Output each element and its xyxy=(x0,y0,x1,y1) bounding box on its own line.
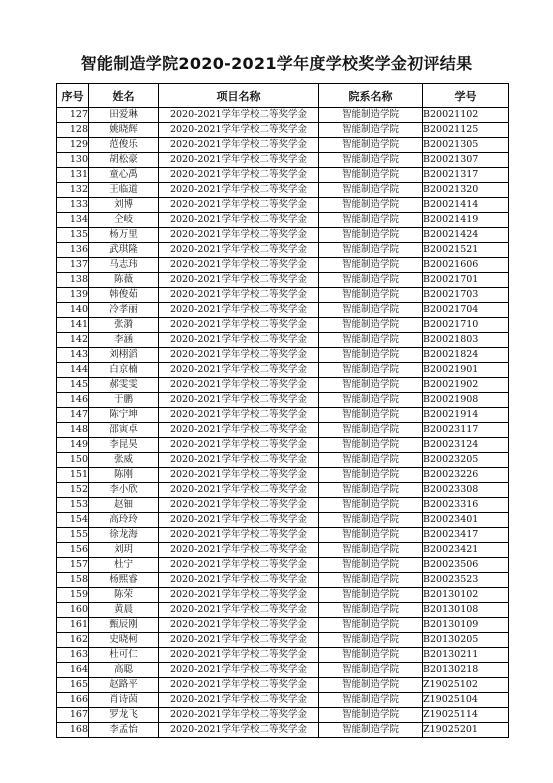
cell-serial: 151 xyxy=(57,468,89,483)
cell-name: 陈刚 xyxy=(89,468,159,483)
cell-item: 2020-2021学年学校二等奖学金 xyxy=(159,258,319,273)
cell-serial: 142 xyxy=(57,333,89,348)
table-row xyxy=(57,663,509,678)
cell-serial: 149 xyxy=(57,438,89,453)
cell-item: 2020-2021学年学校二等奖学金 xyxy=(159,528,319,543)
cell-student-id: Z19025114 xyxy=(423,708,509,723)
cell-department: 智能制造学院 xyxy=(319,348,423,363)
cell-serial: 145 xyxy=(57,378,89,393)
cell-name: 赵钿 xyxy=(89,498,159,513)
header-student-id: 学号 xyxy=(423,84,509,108)
cell-item: 2020-2021学年学校二等奖学金 xyxy=(159,498,319,513)
cell-serial: 146 xyxy=(57,393,89,408)
table-row xyxy=(57,153,509,168)
cell-department: 智能制造学院 xyxy=(319,693,423,708)
cell-name: 刘玥 xyxy=(89,543,159,558)
cell-name: 高聪 xyxy=(89,663,159,678)
cell-item: 2020-2021学年学校二等奖学金 xyxy=(159,303,319,318)
table-row xyxy=(57,543,509,558)
cell-department: 智能制造学院 xyxy=(319,303,423,318)
cell-name: 郝雯雯 xyxy=(89,378,159,393)
cell-student-id: B20021317 xyxy=(423,168,509,183)
cell-item: 2020-2021学年学校二等奖学金 xyxy=(159,558,319,573)
cell-student-id: B20021419 xyxy=(423,213,509,228)
cell-student-id: B20021414 xyxy=(423,198,509,213)
table-row xyxy=(57,393,509,408)
cell-item: 2020-2021学年学校二等奖学金 xyxy=(159,423,319,438)
cell-student-id: B20023205 xyxy=(423,453,509,468)
cell-item: 2020-2021学年学校二等奖学金 xyxy=(159,633,319,648)
cell-item: 2020-2021学年学校二等奖学金 xyxy=(159,603,319,618)
cell-serial: 165 xyxy=(57,678,89,693)
cell-student-id: B20021606 xyxy=(423,258,509,273)
cell-name: 王临道 xyxy=(89,183,159,198)
table-row xyxy=(57,333,509,348)
cell-serial: 162 xyxy=(57,633,89,648)
cell-department: 智能制造学院 xyxy=(319,663,423,678)
table-row xyxy=(57,573,509,588)
cell-serial: 137 xyxy=(57,258,89,273)
cell-student-id: B20130108 xyxy=(423,603,509,618)
cell-department: 智能制造学院 xyxy=(319,318,423,333)
cell-item: 2020-2021学年学校二等奖学金 xyxy=(159,468,319,483)
cell-student-id: B20130109 xyxy=(423,618,509,633)
cell-name: 刘博 xyxy=(89,198,159,213)
cell-item: 2020-2021学年学校二等奖学金 xyxy=(159,153,319,168)
cell-name: 韩俊茹 xyxy=(89,288,159,303)
cell-department: 智能制造学院 xyxy=(319,618,423,633)
cell-student-id: Z19025201 xyxy=(423,723,509,738)
table-row xyxy=(57,108,509,123)
cell-student-id: B20023506 xyxy=(423,558,509,573)
cell-serial: 136 xyxy=(57,243,89,258)
cell-serial: 155 xyxy=(57,528,89,543)
table-row xyxy=(57,483,509,498)
cell-student-id: B20021914 xyxy=(423,408,509,423)
cell-item: 2020-2021学年学校二等奖学金 xyxy=(159,393,319,408)
cell-name: 史晓柯 xyxy=(89,633,159,648)
cell-student-id: B20130102 xyxy=(423,588,509,603)
cell-student-id: B20021521 xyxy=(423,243,509,258)
cell-item: 2020-2021学年学校二等奖学金 xyxy=(159,708,319,723)
cell-department: 智能制造学院 xyxy=(319,723,423,738)
cell-student-id: B20021125 xyxy=(423,123,509,138)
header-row xyxy=(57,84,509,108)
cell-student-id: B20021424 xyxy=(423,228,509,243)
cell-serial: 154 xyxy=(57,513,89,528)
cell-serial: 161 xyxy=(57,618,89,633)
cell-name: 姚晓辉 xyxy=(89,123,159,138)
cell-serial: 140 xyxy=(57,303,89,318)
table-row xyxy=(57,618,509,633)
cell-name: 杨万里 xyxy=(89,228,159,243)
cell-name: 邵寅卓 xyxy=(89,423,159,438)
cell-item: 2020-2021学年学校二等奖学金 xyxy=(159,543,319,558)
cell-serial: 143 xyxy=(57,348,89,363)
cell-department: 智能制造学院 xyxy=(319,363,423,378)
cell-item: 2020-2021学年学校二等奖学金 xyxy=(159,273,319,288)
cell-item: 2020-2021学年学校二等奖学金 xyxy=(159,453,319,468)
cell-student-id: Z19025104 xyxy=(423,693,509,708)
cell-serial: 141 xyxy=(57,318,89,333)
cell-serial: 148 xyxy=(57,423,89,438)
cell-student-id: B20021908 xyxy=(423,393,509,408)
cell-department: 智能制造学院 xyxy=(319,423,423,438)
cell-name: 白京楠 xyxy=(89,363,159,378)
cell-student-id: B20021901 xyxy=(423,363,509,378)
cell-department: 智能制造学院 xyxy=(319,213,423,228)
cell-student-id: B20130211 xyxy=(423,648,509,663)
cell-department: 智能制造学院 xyxy=(319,333,423,348)
cell-serial: 147 xyxy=(57,408,89,423)
cell-student-id: B20023308 xyxy=(423,483,509,498)
cell-serial: 128 xyxy=(57,123,89,138)
cell-item: 2020-2021学年学校二等奖学金 xyxy=(159,183,319,198)
cell-serial: 159 xyxy=(57,588,89,603)
table-row xyxy=(57,513,509,528)
cell-student-id: Z19025102 xyxy=(423,678,509,693)
cell-serial: 144 xyxy=(57,363,89,378)
table-row xyxy=(57,198,509,213)
cell-item: 2020-2021学年学校二等奖学金 xyxy=(159,288,319,303)
cell-item: 2020-2021学年学校二等奖学金 xyxy=(159,138,319,153)
cell-department: 智能制造学院 xyxy=(319,378,423,393)
cell-name: 冷孝丽 xyxy=(89,303,159,318)
cell-department: 智能制造学院 xyxy=(319,513,423,528)
cell-serial: 156 xyxy=(57,543,89,558)
cell-name: 田爱琳 xyxy=(89,108,159,123)
cell-student-id: B20023316 xyxy=(423,498,509,513)
cell-student-id: B20021803 xyxy=(423,333,509,348)
cell-student-id: B20023226 xyxy=(423,468,509,483)
cell-serial: 130 xyxy=(57,153,89,168)
cell-name: 张威 xyxy=(89,453,159,468)
cell-item: 2020-2021学年学校二等奖学金 xyxy=(159,378,319,393)
header-department: 院系名称 xyxy=(319,84,423,108)
results-table xyxy=(56,83,509,738)
cell-item: 2020-2021学年学校二等奖学金 xyxy=(159,348,319,363)
table-row xyxy=(57,633,509,648)
cell-name: 范俊乐 xyxy=(89,138,159,153)
cell-department: 智能制造学院 xyxy=(319,108,423,123)
cell-name: 黄晨 xyxy=(89,603,159,618)
cell-item: 2020-2021学年学校二等奖学金 xyxy=(159,588,319,603)
cell-item: 2020-2021学年学校二等奖学金 xyxy=(159,198,319,213)
cell-department: 智能制造学院 xyxy=(319,588,423,603)
table-row xyxy=(57,438,509,453)
cell-serial: 157 xyxy=(57,558,89,573)
cell-student-id: B20021824 xyxy=(423,348,509,363)
cell-name: 马志玮 xyxy=(89,258,159,273)
table-row xyxy=(57,408,509,423)
cell-serial: 152 xyxy=(57,483,89,498)
cell-department: 智能制造学院 xyxy=(319,123,423,138)
cell-serial: 163 xyxy=(57,648,89,663)
cell-name: 陈荣 xyxy=(89,588,159,603)
cell-student-id: B20023523 xyxy=(423,573,509,588)
cell-serial: 129 xyxy=(57,138,89,153)
cell-serial: 127 xyxy=(57,108,89,123)
table-row xyxy=(57,378,509,393)
cell-department: 智能制造学院 xyxy=(319,528,423,543)
table-row xyxy=(57,423,509,438)
table-row xyxy=(57,138,509,153)
cell-student-id: B20023117 xyxy=(423,423,509,438)
cell-item: 2020-2021学年学校二等奖学金 xyxy=(159,573,319,588)
cell-department: 智能制造学院 xyxy=(319,498,423,513)
cell-serial: 153 xyxy=(57,498,89,513)
cell-item: 2020-2021学年学校二等奖学金 xyxy=(159,693,319,708)
table-row xyxy=(57,318,509,333)
cell-department: 智能制造学院 xyxy=(319,408,423,423)
cell-student-id: B20130205 xyxy=(423,633,509,648)
cell-student-id: B20130218 xyxy=(423,663,509,678)
cell-department: 智能制造学院 xyxy=(319,138,423,153)
cell-item: 2020-2021学年学校二等奖学金 xyxy=(159,228,319,243)
table-row xyxy=(57,213,509,228)
cell-department: 智能制造学院 xyxy=(319,273,423,288)
cell-name: 李孟怡 xyxy=(89,723,159,738)
cell-name: 甄辰刚 xyxy=(89,618,159,633)
table-row xyxy=(57,168,509,183)
cell-serial: 160 xyxy=(57,603,89,618)
cell-name: 仝岐 xyxy=(89,213,159,228)
cell-student-id: B20021102 xyxy=(423,108,509,123)
cell-department: 智能制造学院 xyxy=(319,183,423,198)
cell-item: 2020-2021学年学校二等奖学金 xyxy=(159,243,319,258)
cell-student-id: B20021305 xyxy=(423,138,509,153)
cell-department: 智能制造学院 xyxy=(319,438,423,453)
cell-item: 2020-2021学年学校二等奖学金 xyxy=(159,333,319,348)
cell-name: 陈薇 xyxy=(89,273,159,288)
cell-department: 智能制造学院 xyxy=(319,258,423,273)
cell-item: 2020-2021学年学校二等奖学金 xyxy=(159,513,319,528)
cell-department: 智能制造学院 xyxy=(319,543,423,558)
cell-item: 2020-2021学年学校二等奖学金 xyxy=(159,678,319,693)
cell-item: 2020-2021学年学校二等奖学金 xyxy=(159,108,319,123)
table-row xyxy=(57,723,509,738)
cell-student-id: B20021703 xyxy=(423,288,509,303)
cell-serial: 133 xyxy=(57,198,89,213)
cell-name: 武琪隆 xyxy=(89,243,159,258)
table-row xyxy=(57,678,509,693)
cell-name: 罗龙飞 xyxy=(89,708,159,723)
cell-department: 智能制造学院 xyxy=(319,453,423,468)
cell-department: 智能制造学院 xyxy=(319,678,423,693)
cell-department: 智能制造学院 xyxy=(319,228,423,243)
page-title: 智能制造学院2020-2021学年度学校奖学金初评结果 xyxy=(80,54,473,73)
table-row xyxy=(57,603,509,618)
cell-item: 2020-2021学年学校二等奖学金 xyxy=(159,483,319,498)
header-serial: 序号 xyxy=(57,84,89,108)
cell-name: 刘栩滔 xyxy=(89,348,159,363)
cell-student-id: B20021710 xyxy=(423,318,509,333)
cell-department: 智能制造学院 xyxy=(319,558,423,573)
header-name: 姓名 xyxy=(89,84,159,108)
cell-department: 智能制造学院 xyxy=(319,708,423,723)
cell-department: 智能制造学院 xyxy=(319,633,423,648)
cell-serial: 134 xyxy=(57,213,89,228)
table-row xyxy=(57,183,509,198)
cell-name: 童心禹 xyxy=(89,168,159,183)
cell-department: 智能制造学院 xyxy=(319,483,423,498)
cell-student-id: B20021902 xyxy=(423,378,509,393)
cell-name: 赵路平 xyxy=(89,678,159,693)
table-row xyxy=(57,348,509,363)
table-row xyxy=(57,588,509,603)
cell-item: 2020-2021学年学校二等奖学金 xyxy=(159,438,319,453)
cell-student-id: B20021701 xyxy=(423,273,509,288)
cell-department: 智能制造学院 xyxy=(319,573,423,588)
cell-item: 2020-2021学年学校二等奖学金 xyxy=(159,318,319,333)
cell-name: 杨熙睿 xyxy=(89,573,159,588)
header-item: 项目名称 xyxy=(159,84,319,108)
cell-serial: 139 xyxy=(57,288,89,303)
table-row xyxy=(57,468,509,483)
cell-serial: 164 xyxy=(57,663,89,678)
cell-serial: 138 xyxy=(57,273,89,288)
cell-department: 智能制造学院 xyxy=(319,468,423,483)
table-row xyxy=(57,303,509,318)
cell-item: 2020-2021学年学校二等奖学金 xyxy=(159,663,319,678)
cell-student-id: B20021320 xyxy=(423,183,509,198)
cell-serial: 158 xyxy=(57,573,89,588)
cell-item: 2020-2021学年学校二等奖学金 xyxy=(159,723,319,738)
cell-serial: 131 xyxy=(57,168,89,183)
cell-name: 李昆昊 xyxy=(89,438,159,453)
cell-name: 于鹏 xyxy=(89,393,159,408)
cell-name: 李小欣 xyxy=(89,483,159,498)
cell-serial: 135 xyxy=(57,228,89,243)
table-row xyxy=(57,528,509,543)
table-row xyxy=(57,453,509,468)
cell-student-id: B20021704 xyxy=(423,303,509,318)
cell-department: 智能制造学院 xyxy=(319,168,423,183)
cell-name: 杜宁 xyxy=(89,558,159,573)
cell-student-id: B20021307 xyxy=(423,153,509,168)
cell-item: 2020-2021学年学校二等奖学金 xyxy=(159,408,319,423)
cell-name: 杜可仁 xyxy=(89,648,159,663)
cell-name: 徐龙海 xyxy=(89,528,159,543)
cell-item: 2020-2021学年学校二等奖学金 xyxy=(159,123,319,138)
cell-name: 肖诗茵 xyxy=(89,693,159,708)
table-row xyxy=(57,273,509,288)
table-row xyxy=(57,363,509,378)
table-body xyxy=(57,108,509,738)
cell-department: 智能制造学院 xyxy=(319,198,423,213)
cell-department: 智能制造学院 xyxy=(319,648,423,663)
table-row xyxy=(57,558,509,573)
table-row xyxy=(57,648,509,663)
table-row xyxy=(57,243,509,258)
table-row xyxy=(57,228,509,243)
table-row xyxy=(57,708,509,723)
table-row xyxy=(57,258,509,273)
cell-item: 2020-2021学年学校二等奖学金 xyxy=(159,618,319,633)
cell-student-id: B20023401 xyxy=(423,513,509,528)
cell-item: 2020-2021学年学校二等奖学金 xyxy=(159,213,319,228)
cell-department: 智能制造学院 xyxy=(319,603,423,618)
cell-student-id: B20023421 xyxy=(423,543,509,558)
cell-serial: 132 xyxy=(57,183,89,198)
cell-department: 智能制造学院 xyxy=(319,288,423,303)
cell-item: 2020-2021学年学校二等奖学金 xyxy=(159,168,319,183)
cell-department: 智能制造学院 xyxy=(319,393,423,408)
cell-serial: 167 xyxy=(57,708,89,723)
cell-student-id: B20023124 xyxy=(423,438,509,453)
cell-name: 胡松豪 xyxy=(89,153,159,168)
table-row xyxy=(57,123,509,138)
cell-department: 智能制造学院 xyxy=(319,243,423,258)
cell-item: 2020-2021学年学校二等奖学金 xyxy=(159,648,319,663)
cell-name: 高玲玲 xyxy=(89,513,159,528)
cell-student-id: B20023417 xyxy=(423,528,509,543)
cell-name: 张漪 xyxy=(89,318,159,333)
table-row xyxy=(57,288,509,303)
table-row xyxy=(57,693,509,708)
cell-name: 李涵 xyxy=(89,333,159,348)
cell-item: 2020-2021学年学校二等奖学金 xyxy=(159,363,319,378)
cell-serial: 150 xyxy=(57,453,89,468)
table-row xyxy=(57,498,509,513)
cell-name: 陈宁坤 xyxy=(89,408,159,423)
cell-serial: 168 xyxy=(57,723,89,738)
cell-department: 智能制造学院 xyxy=(319,153,423,168)
cell-serial: 166 xyxy=(57,693,89,708)
